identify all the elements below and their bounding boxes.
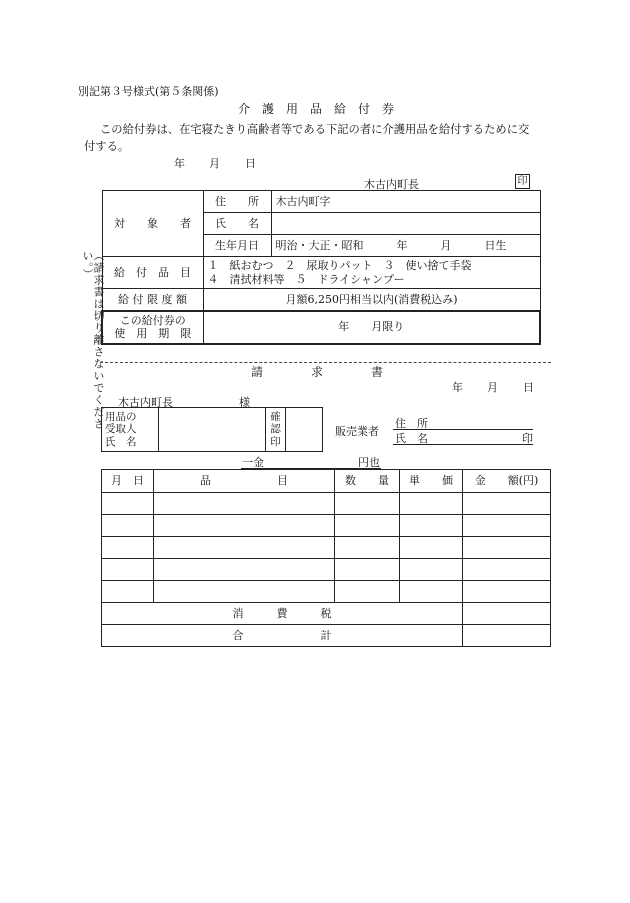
- col-amount: 金 額(円): [463, 470, 551, 493]
- voucher-table: [101, 190, 541, 345]
- confirm-label: [266, 408, 286, 452]
- name-label: 氏 名: [203, 213, 271, 235]
- period-label-line-1: この給付券の: [119, 313, 186, 327]
- voucher-title: 介 護 用 品 給 付 券: [238, 102, 395, 116]
- table-row: [102, 493, 551, 515]
- issuer-seal: 印: [515, 174, 530, 189]
- limit-value: 月額6,250円相当以内(消費税込み): [203, 289, 540, 311]
- issuer-name: 木古内町長: [364, 178, 419, 191]
- invoice-table: [101, 469, 551, 647]
- recipient-name-cell: [159, 408, 266, 452]
- recipient-label: [102, 408, 159, 452]
- period-value: 年 月限り: [203, 311, 540, 344]
- items-line-2: ４ 清拭材料等 ５ ドライシャンプー: [207, 272, 405, 286]
- invoice-day: 日: [523, 381, 534, 394]
- table-row: [102, 537, 551, 559]
- address-label: 住 所: [203, 191, 271, 213]
- invoice-title: 請 求 書: [251, 365, 384, 379]
- total-value: [463, 625, 551, 647]
- recipient-label-line-2: 受取人: [105, 423, 137, 436]
- intro-line-2: 付する。: [84, 140, 130, 153]
- col-unit-price: 単 価: [400, 470, 463, 493]
- target-label: 対 象 者: [102, 191, 203, 257]
- confirm-label-line-3: 印: [270, 435, 281, 448]
- tax-label: 消 費 税: [102, 603, 463, 625]
- confirm-seal-cell: [286, 408, 323, 452]
- seller-name-line: [393, 444, 533, 445]
- seller-seal: 印: [522, 432, 533, 445]
- limit-label: 給 付 限 度 額: [102, 289, 203, 311]
- issue-day: 日: [245, 157, 256, 170]
- seller-label: 販売業者: [335, 425, 379, 438]
- amount-suffix: 円也: [358, 456, 380, 469]
- name-value: [271, 213, 540, 235]
- seller-address-label: 住 所: [395, 417, 428, 430]
- recipient-label-line-3: 氏 名: [105, 435, 137, 448]
- birth-label: 生年月日: [203, 235, 271, 257]
- address-value: 木古内町字: [271, 191, 540, 213]
- recipient-table: [101, 407, 323, 452]
- table-row: [102, 559, 551, 581]
- total-label: 合 計: [102, 625, 463, 647]
- invoice-year: 年: [452, 381, 463, 394]
- tax-value: [463, 603, 551, 625]
- confirm-label-line-1: 確: [270, 410, 281, 423]
- table-row: [102, 581, 551, 603]
- seller-name-label: 氏 名: [395, 432, 428, 445]
- col-quantity: 数 量: [335, 470, 400, 493]
- issue-year: 年: [174, 157, 185, 170]
- items-label: 給 付 品 目: [102, 257, 203, 289]
- issue-month: 月: [209, 157, 220, 170]
- col-date: 月 日: [102, 470, 154, 493]
- invoice-month: 月: [487, 381, 498, 394]
- invoice-addressee: 木古内町長 様: [118, 396, 250, 409]
- confirm-label-line-2: 認: [270, 423, 281, 436]
- side-note: （請求書は切り離さないでください。）: [81, 250, 105, 430]
- form-header: 別記第３号様式(第５条関係): [78, 85, 219, 98]
- recipient-label-line-1: 用品の: [105, 410, 137, 423]
- birth-value: 明治・大正・昭和 年 月 日生: [271, 235, 540, 257]
- intro-line-1: この給付券は、在宅寝たきり高齢者等である下記の者に介護用品を給付するために交: [100, 123, 530, 136]
- items-value: [203, 257, 540, 289]
- period-label-line-2: 使 用 期 限: [114, 327, 192, 340]
- items-line-1: １ 紙おむつ ２ 尿取りパット ３ 使い捨て手袋: [207, 259, 472, 273]
- amount-prefix: 一金: [242, 456, 264, 469]
- period-label: [102, 311, 203, 344]
- table-row: [102, 515, 551, 537]
- col-item: 品 目: [154, 470, 335, 493]
